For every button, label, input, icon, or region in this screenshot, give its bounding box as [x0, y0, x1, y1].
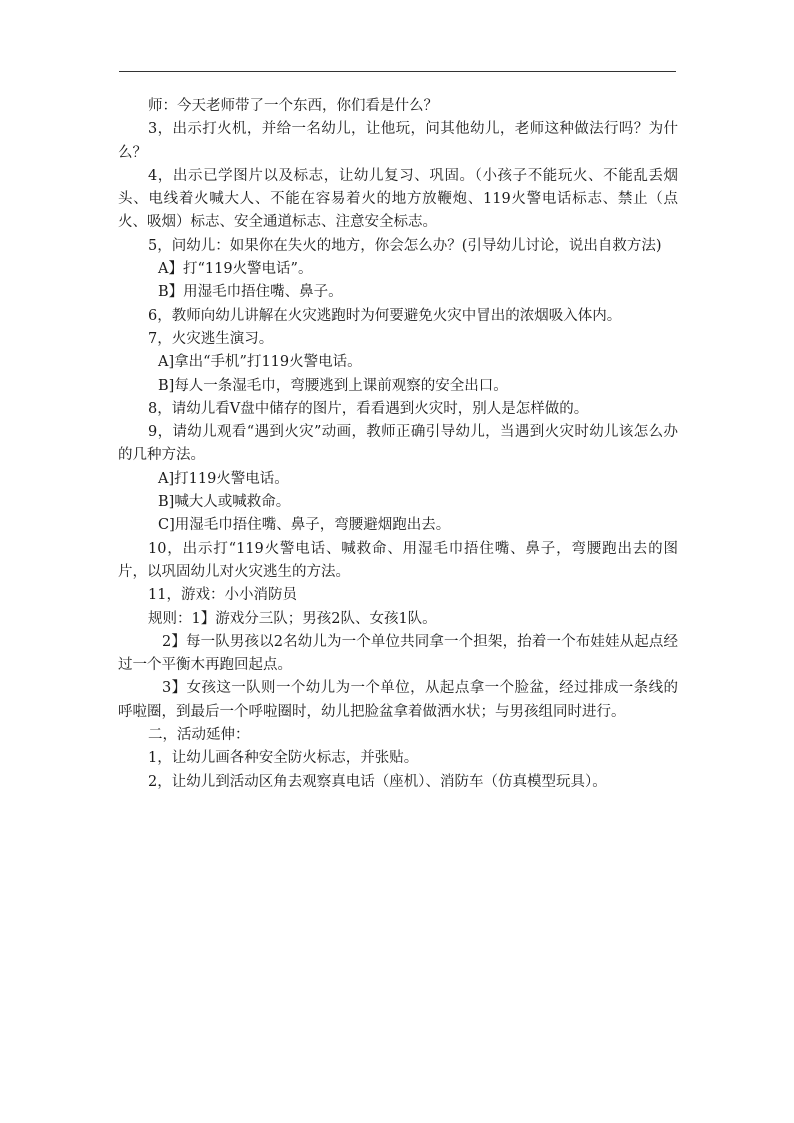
paragraph: 1，让幼儿画各种安全防火标志，并张贴。 — [148, 750, 419, 767]
paragraph: 11，游戏：小小消防员 — [148, 587, 297, 604]
paragraph: A】打“119火警电话”。 — [158, 261, 313, 278]
paragraph: C]用湿毛巾捂住嘴、鼻子，弯腰避烟跑出去。 — [158, 517, 451, 534]
paragraph: A]拿出“手机”打119火警电话。 — [158, 354, 362, 371]
paragraph: 9，请幼儿观看“遇到火灾”动画，教师正确引导幼儿，当遇到火灾时幼儿该怎么办的几种方法。 — [118, 424, 678, 464]
paragraph: 3】女孩这一队则一个幼儿为一个单位，从起点拿一个脸盆，经过排成一条线的呼啦圈，到最后一个呼啦圈时，幼儿把脸盆拿着做洒水状；与男孩组同时进行。 — [118, 680, 678, 720]
paragraph: 2，让幼儿到活动区角去观察真电话（座机）、消防车（仿真模型玩具）。 — [148, 773, 607, 790]
paragraph: B]每人一条湿毛巾，弯腰逃到上课前观察的安全出口。 — [158, 377, 508, 394]
document-body — [118, 95, 678, 794]
paragraph: 10，出示打“119火警电话、喊救命、用湿毛巾捂住嘴、鼻子，弯腰跑出去的图片，以巩固幼儿对火灾逃生的方法。 — [118, 540, 678, 580]
paragraph: A]打119火警电话。 — [158, 470, 289, 487]
paragraph: 7，火灾逃生演习。 — [148, 330, 274, 347]
paragraph: 4，出示已学图片以及标志，让幼儿复习、巩固。（小孩子不能玩火、不能乱丢烟头、电线着火喊大人、不能在容易着火的地方放鞭炮、119火警电话标志、禁止（点火、吸烟）标志、安全通道标志、注意安全标志。 — [118, 167, 678, 231]
paragraph: 规则：1】游戏分三队；男孩2队、女孩1队。 — [148, 610, 437, 627]
paragraph: 6，教师向幼儿讲解在火灾逃跑时为何要避免火灾中冒出的浓烟吸入体内。 — [148, 307, 622, 324]
paragraph: 二，活动延伸： — [148, 727, 250, 744]
paragraph: B]喊大人或喊救命。 — [158, 494, 291, 511]
paragraph: 师：今天老师带了一个东西，你们看是什么？ — [148, 98, 438, 114]
header-rule — [119, 71, 676, 72]
paragraph: 8，请幼儿看V盘中储存的图片，看看遇到火灾时，别人是怎样做的。 — [148, 400, 589, 417]
paragraph: 5，问幼儿：如果你在失火的地方，你会怎么办？(引导幼儿讨论，说出自救方法) — [148, 237, 662, 254]
paragraph: 2】每一队男孩以2名幼儿为一个单位共同拿一个担架，抬着一个布娃娃从起点经过一个平衡木再跑回起点。 — [118, 633, 678, 674]
paragraph: B】用湿毛巾捂住嘴、鼻子。 — [158, 284, 343, 301]
paragraph: 3，出示打火机，并给一名幼儿，让他玩，问其他幼儿，老师这种做法行吗？为什么？ — [118, 121, 678, 161]
